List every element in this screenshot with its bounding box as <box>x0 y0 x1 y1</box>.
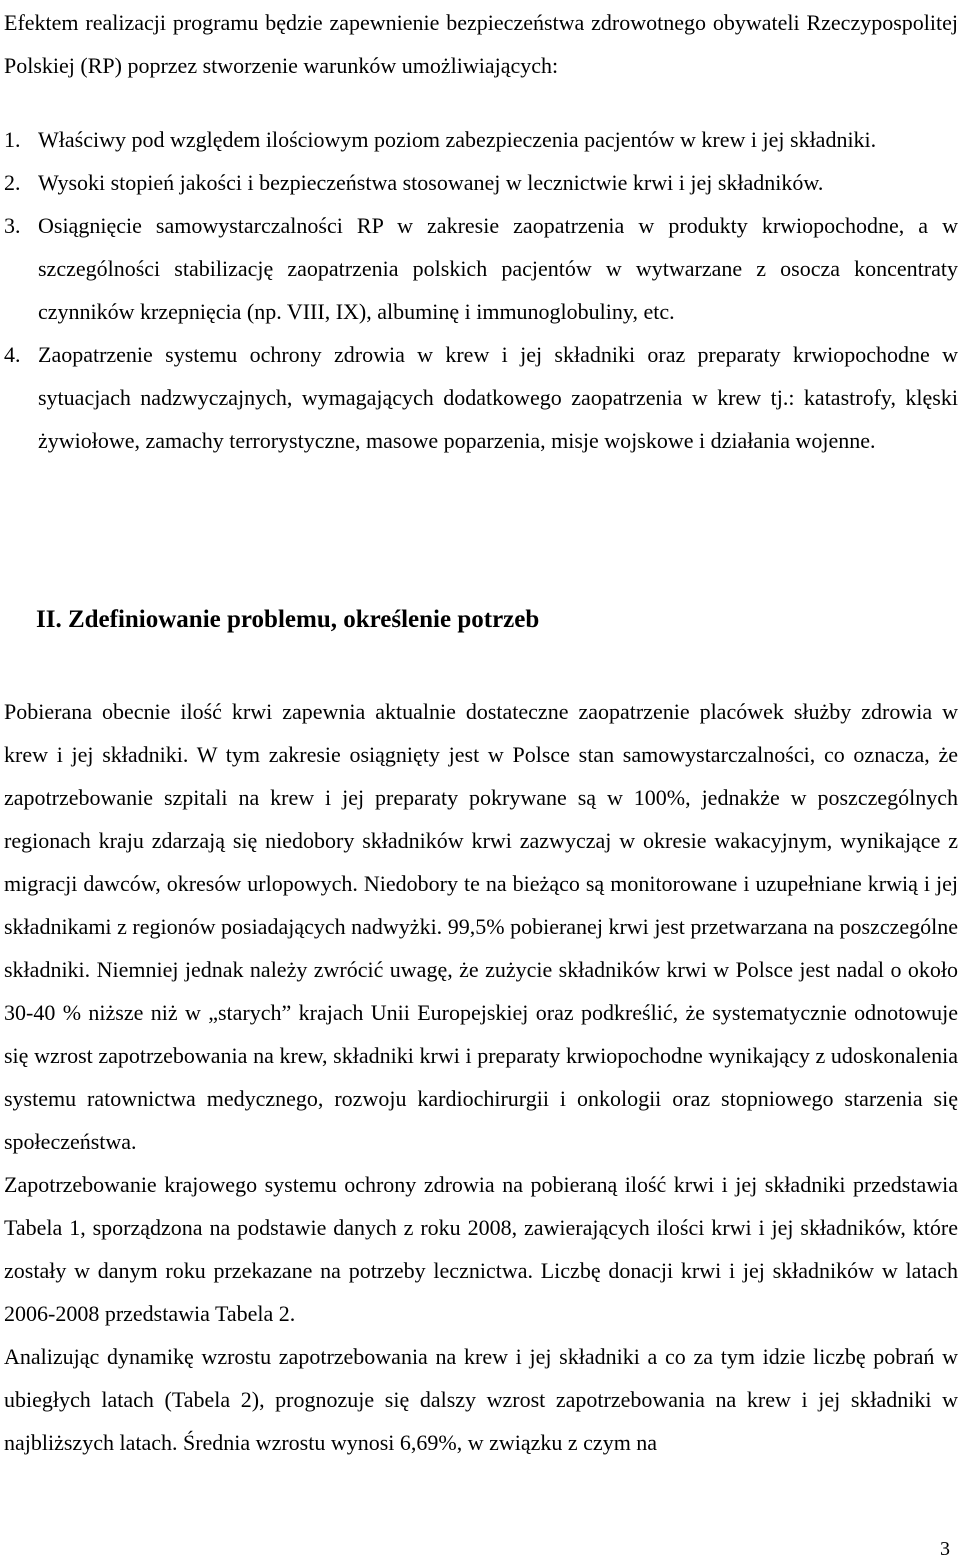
list-item-number: 3. <box>4 213 21 238</box>
list-item-text: Właściwy pod względem ilościowym poziom zabezpieczenia pacjentów w krew i jej składniki. <box>38 127 877 152</box>
list-item <box>4 118 958 161</box>
section-body <box>4 690 958 1464</box>
section-heading: II. Zdefiniowanie problemu, określenie potrzeb <box>36 606 540 633</box>
body-paragraph: Analizując dynamikę wzrostu zapotrzebowania na krew i jej składniki a co za tym idzie liczbę pobrań w ubiegłych latach (Tabela 2), prognozuje się dalszy wzrost zapotrzebowania na krew i jej składniki w najbliższych latach. Średnia wzrostu wynosi 6,69%, w związku z czym na <box>4 1344 958 1455</box>
body-paragraph: Pobierana obecnie ilość krwi zapewnia aktualnie dostateczne zaopatrzenie placówek służby zdrowia w krew i jej składniki. W tym zakresie osiągnięty jest w Polsce stan samowystarczalności, co oznacza, że zapotrzebowanie szpitali na krew i jej preparaty pokrywane są w 100%, jednakże w poszczególnych regionach kraju zdarzają się niedobory składników krwi zazwyczaj w okresie wakacyjnym, wynikające z migracji dawców, okresów urlopowych. Niedobory te na bieżąco są monitorowane i uzupełniane krwią i jej składnikami z regionów posiadających nadwyżki. 99,5% pobieranej krwi jest przetwarzana na poszczególne składniki. Niemniej jednak należy zwrócić uwagę, że zużycie składników krwi w Polsce jest nadal o około 30-40 % niższe niż w „starych” krajach Unii Europejskiej oraz podkreślić, że systematycznie odnotowuje się wzrost zapotrzebowania na krew, składniki krwi i preparaty krwiopochodne wynikający z udoskonalenia systemu ratownictwa medycznego, rozwoju kardiochirurgii i onkologii oraz stopniowego starzenia się społeczeństwa. <box>4 699 958 1154</box>
list-item-text: Zaopatrzenie systemu ochrony zdrowia w krew i jej składniki oraz preparaty krwiopochodne w sytuacjach nadzwyczajnych, wymagających dodatkowego zaopatrzenia w krew tj.: katastrofy, klęski żywiołowe, zamachy terrorystyczne, masowe poparzenia, misje wojskowe i działania wojenne. <box>38 342 958 453</box>
list-item-number: 2. <box>4 170 21 195</box>
goals-list <box>4 118 958 462</box>
list-item-number: 1. <box>4 127 21 152</box>
page-number: 3 <box>940 1538 950 1560</box>
intro-paragraph: Efektem realizacji programu będzie zapewnienie bezpieczeństwa zdrowotnego obywateli Rzeczypospolitej Polskiej (RP) poprzez stworzenie warunków umożliwiających: <box>4 10 958 78</box>
body-paragraph: Zapotrzebowanie krajowego systemu ochrony zdrowia na pobieraną ilość krwi i jej składniki przedstawia Tabela 1, sporządzona na podstawie danych z roku 2008, zawierających ilości krwi i jej składników, które zostały w danym roku przekazane na potrzeby lecznictwa. Liczbę donacji krwi i jej składników w latach 2006-2008 przedstawia Tabela 2. <box>4 1172 958 1326</box>
list-item <box>4 204 958 333</box>
list-item-text: Osiągnięcie samowystarczalności RP w zakresie zaopatrzenia w produkty krwiopochodne, a w szczególności stabilizację zaopatrzenia polskich pacjentów w wytwarzane z osocza koncentraty czynników krzepnięcia (np. VIII, IX), albuminę i immunoglobuliny, etc. <box>38 213 958 324</box>
list-item-number: 4. <box>4 342 21 367</box>
list-item <box>4 161 958 204</box>
list-item-text: Wysoki stopień jakości i bezpieczeństwa stosowanej w lecznictwie krwi i jej składników. <box>38 170 824 195</box>
list-item <box>4 333 958 462</box>
